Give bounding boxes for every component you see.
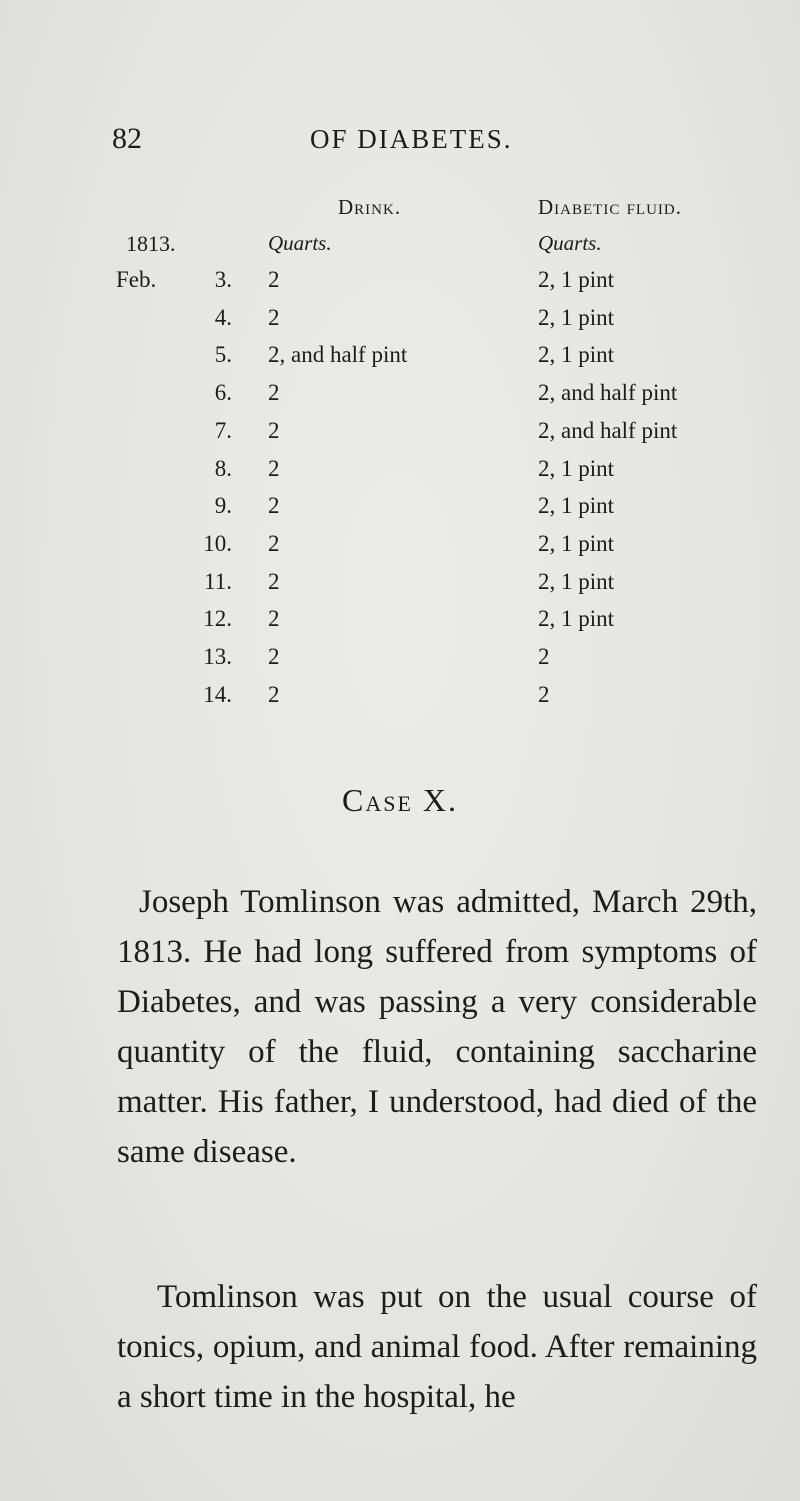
drink-column-heading: Drink. [338,195,402,219]
fluid-cell: 2, 1 pint [538,267,615,292]
drink-cell: 2 [268,644,280,669]
page-header [0,122,800,172]
drink-cell: 2 [268,418,280,443]
drink-cell: 2 [268,493,280,518]
drink-cell: 2 [268,267,280,292]
day-cell: 12. [203,606,232,631]
fluid-cell: 2 [538,644,550,669]
table-row [0,418,800,456]
fluid-cell: 2, 1 pint [538,305,615,330]
month-cell: Feb. [116,267,157,292]
drink-unit: Quarts. [268,231,332,255]
day-cell: 7. [214,418,232,443]
fluid-column-heading: Diabetic fluid. [538,195,682,219]
drink-cell: 2 [268,380,280,405]
day-cell: 11. [204,569,232,594]
drink-cell: 2 [268,569,280,594]
day-cell: 5. [214,342,232,367]
drink-cell: 2 [268,606,280,631]
page-number: 82 [112,122,142,155]
drink-cell: 2 [268,682,280,707]
day-cell: 8. [214,456,232,481]
table-row [0,456,800,494]
fluid-cell: 2, 1 pint [538,606,615,631]
table-row [0,380,800,418]
running-title: OF DIABETES. [310,124,513,154]
day-cell: 6. [214,380,232,405]
fluid-cell: 2, and half pint [538,418,678,443]
day-cell: 14. [203,682,232,707]
drink-cell: 2 [268,305,280,330]
table-row [0,267,800,305]
paragraph: Tomlinson was put on the usual course of tonics, opium, and animal food. After remaining a short time in the hospital, he [117,1279,757,1415]
day-cell: 10. [203,531,232,556]
table-row [0,644,800,682]
table-year: 1813. [126,231,176,256]
day-cell: 3. [214,267,232,292]
fluid-cell: 2, 1 pint [538,531,615,556]
drink-cell: 2 [268,531,280,556]
day-cell: 13. [203,644,232,669]
day-cell: 9. [214,493,232,518]
fluid-cell: 2, 1 pint [538,569,615,594]
fluid-cell: 2, 1 pint [538,456,615,481]
fluid-unit: Quarts. [538,231,602,255]
day-cell: 4. [214,305,232,330]
table-row [0,682,800,720]
case-heading: Case X. [341,782,458,818]
drink-cell: 2 [268,456,280,481]
table-row [0,305,800,343]
fluid-cell: 2 [538,682,550,707]
paragraph: Joseph Tomlinson was admitted, March 29th, 1813. He had long suffered from symptoms of Diabetes, and was passing a very considerable quantity of the fluid, containing saccharine matter. His father, I understood, had died of the same disease. [117,884,757,1170]
fluid-cell: 2, and half pint [538,380,678,405]
drink-cell: 2, and half pint [268,342,408,367]
fluid-cell: 2, 1 pint [538,493,615,518]
fluid-cell: 2, 1 pint [538,342,615,367]
table-row [0,493,800,531]
table-row [0,606,800,644]
table-row [0,531,800,569]
table-row [0,569,800,607]
table-row [0,342,800,380]
